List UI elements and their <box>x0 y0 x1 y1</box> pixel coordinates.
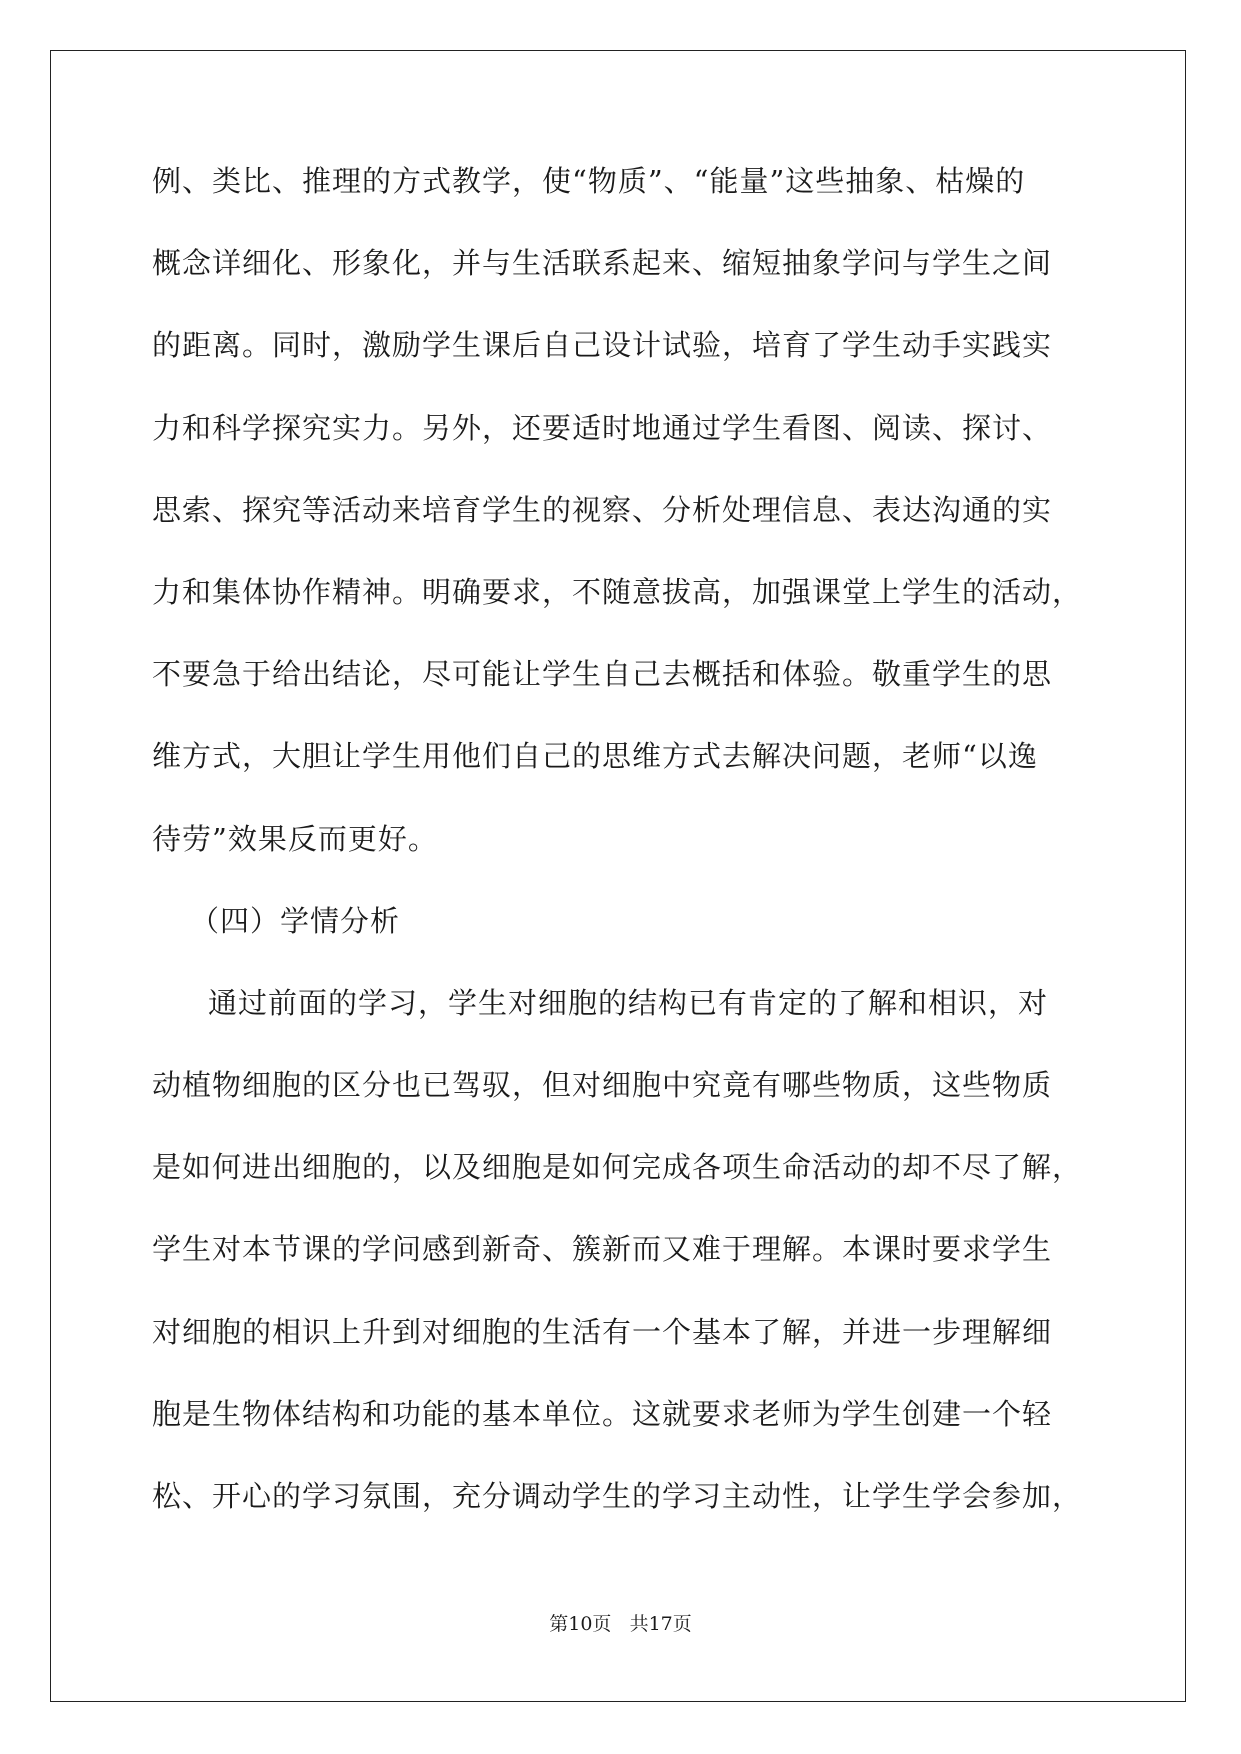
text-line: 概念详细化、形象化，并与生活联系起来、缩短抽象学问与学生之间 <box>152 246 1053 281</box>
page-total: 共17页 <box>629 1613 692 1635</box>
text-line: 动植物细胞的区分也已驾驭，但对细胞中究竟有哪些物质，这些物质 <box>152 1068 1053 1103</box>
text-line: 例、类比、推理的方式教学，使“物质”、“能量”这些抽象、枯燥的 <box>152 164 1026 198</box>
text-line: 是如何进出细胞的，以及细胞是如何完成各项生命活动的却不尽了解， <box>152 1150 1083 1185</box>
text-line: 不要急于给出结论，尽可能让学生自己去概括和体验。敬重学生的思 <box>152 657 1053 692</box>
page-footer <box>0 1612 1241 1636</box>
text-line: 维方式，大胆让学生用他们自己的思维方式去解决问题，老师“以逸 <box>152 739 1038 774</box>
text-line: 待劳”效果反而更好。 <box>152 821 438 856</box>
text-line: 学生对本节课的学问感到新奇、簇新而又难于理解。本课时要求学生 <box>152 1232 1053 1267</box>
document-body <box>152 163 1092 1560</box>
paragraph-first-line: 通过前面的学习，学生对细胞的结构已有肯定的了解和相识，对 <box>208 985 1049 1020</box>
text-line: 的距离。同时，激励学生课后自己设计试验，培育了学生动手实践实 <box>152 328 1053 363</box>
text-line: 力和科学探究实力。另外，还要适时地通过学生看图、阅读、探讨、 <box>152 410 1053 445</box>
text-line: 力和集体协作精神。明确要求，不随意拔高，加强课堂上学生的活动， <box>152 574 1083 609</box>
text-line: 思索、探究等活动来培育学生的视察、分析处理信息、表达沟通的实 <box>152 492 1053 527</box>
text-line: 对细胞的相识上升到对细胞的生活有一个基本了解，并进一步理解细 <box>152 1314 1053 1349</box>
text-line: 胞是生物体结构和功能的基本单位。这就要求老师为学生创建一个轻 <box>152 1396 1053 1431</box>
text-line: 松、开心的学习氛围，充分调动学生的学习主动性，让学生学会参加， <box>152 1479 1083 1513</box>
page-number: 第10页 <box>549 1613 612 1635</box>
section-heading: （四）学情分析 <box>190 903 401 938</box>
